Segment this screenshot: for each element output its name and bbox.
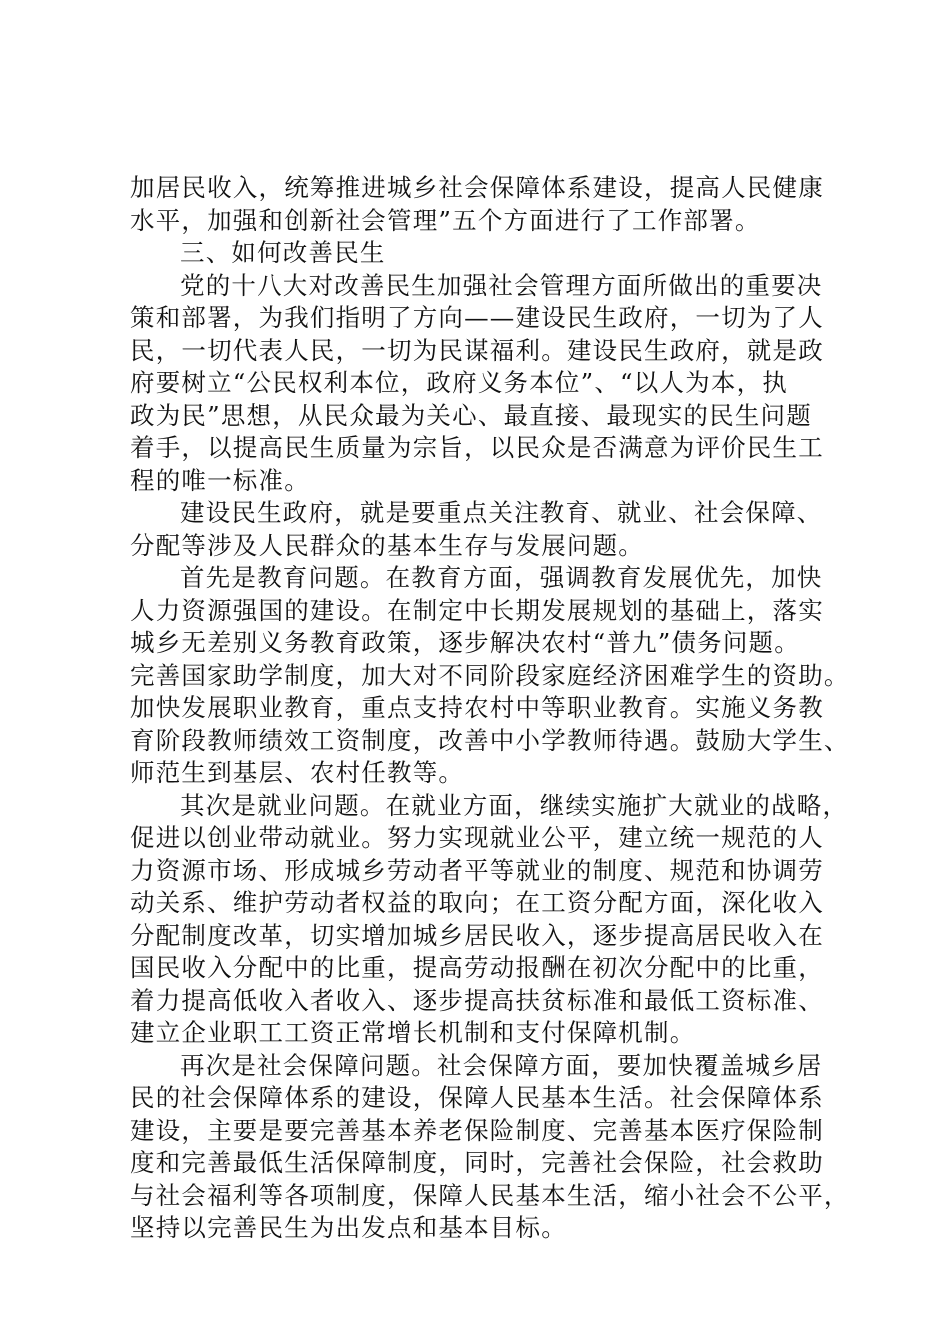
text-line: 府要树立“公民权利本位，政府义务本位”、“以人为本，执 xyxy=(130,368,788,397)
text-line: 建立企业职工工资正常增长机制和支付保障机制。 xyxy=(130,1018,696,1047)
text-line: 民的社会保障体系的建设，保障人民基本生活。社会保障体系 xyxy=(130,1083,824,1112)
section-heading xyxy=(130,237,830,270)
text-line: 程的唯一标准。 xyxy=(130,465,310,495)
text-line: 策和部署，为我们指明了方向——建设民生政府，一切为了人 xyxy=(130,303,824,332)
text-line: 分配等涉及人民群众的基本生存与发展问题。 xyxy=(130,530,644,560)
text-line: 力资源市场、形成城乡劳动者平等就业的制度、规范和协调劳 xyxy=(130,855,824,885)
heading-text: 三、如何改善民生 xyxy=(180,238,386,267)
text-line: 度和完善最低生活保障制度，同时，完善社会保险，社会救助 xyxy=(130,1148,824,1177)
paragraph xyxy=(130,562,850,790)
text-line: 再次是社会保障问题。社会保障方面，要加快覆盖城乡居 xyxy=(180,1050,823,1080)
text-line: 其次是就业问题。在就业方面，继续实施扩大就业的战略， xyxy=(180,790,849,820)
text-line: 着手，以提高民生质量为宗旨，以民众是否满意为评价民生工 xyxy=(130,433,824,462)
paragraph xyxy=(130,1050,850,1245)
text-line: 加居民收入，统筹推进城乡社会保障体系建设，提高人民健康 xyxy=(130,173,824,202)
text-line: 坚持以完善民生为出发点和基本目标。 xyxy=(130,1213,567,1242)
text-line: 水平，加强和创新社会管理”五个方面进行了工作部署。 xyxy=(130,205,761,235)
text-line: 政为民”思想，从民众最为关心、最直接、最现实的民生问题 xyxy=(130,400,812,430)
text-line: 师范生到基层、农村任教等。 xyxy=(130,758,465,787)
text-line: 分配制度改革，切实增加城乡居民收入，逐步提高居民收入在 xyxy=(130,920,824,950)
text-line: 城乡无差别义务教育政策，逐步解决农村“普九”债务问题。 xyxy=(130,628,800,657)
text-line: 动关系、维护劳动者权益的取向；在工资分配方面，深化收入 xyxy=(130,888,824,917)
text-line: 国民收入分配中的比重，提高劳动报酬在初次分配中的比重， xyxy=(130,953,824,982)
text-line: 建设民生政府，就是要重点关注教育、就业、社会保障、 xyxy=(180,498,823,527)
text-line: 民，一切代表人民，一切为民谋福利。建设民生政府，就是政 xyxy=(130,335,824,365)
paragraph-continuation xyxy=(130,172,830,237)
paragraph xyxy=(130,497,830,562)
paragraph xyxy=(130,270,830,498)
text-line: 党的十八大对改善民生加强社会管理方面所做出的重要决 xyxy=(180,270,823,300)
text-line: 首先是教育问题。在教育方面，强调教育发展优先，加快 xyxy=(180,563,823,592)
text-line: 完善国家助学制度，加大对不同阶段家庭经济困难学生的资助。 xyxy=(130,660,850,690)
text-line: 加快发展职业教育，重点支持农村中等职业教育。实施义务教 xyxy=(130,693,824,722)
paragraph xyxy=(130,790,849,1050)
text-line: 建设，主要是要完善基本养老保险制度、完善基本医疗保险制 xyxy=(130,1115,824,1145)
text-line: 促进以创业带动就业。努力实现就业公平，建立统一规范的人 xyxy=(130,823,824,852)
text-line: 人力资源强国的建设。在制定中长期发展规划的基础上，落实 xyxy=(130,595,824,625)
document-body xyxy=(130,172,850,1245)
text-line: 育阶段教师绩效工资制度，改善中小学教师待遇。鼓励大学生、 xyxy=(130,725,850,755)
text-line: 与社会福利等各项制度，保障人民基本生活，缩小社会不公平， xyxy=(130,1180,850,1210)
text-line: 着力提高低收入者收入、逐步提高扶贫标准和最低工资标准、 xyxy=(130,985,824,1015)
